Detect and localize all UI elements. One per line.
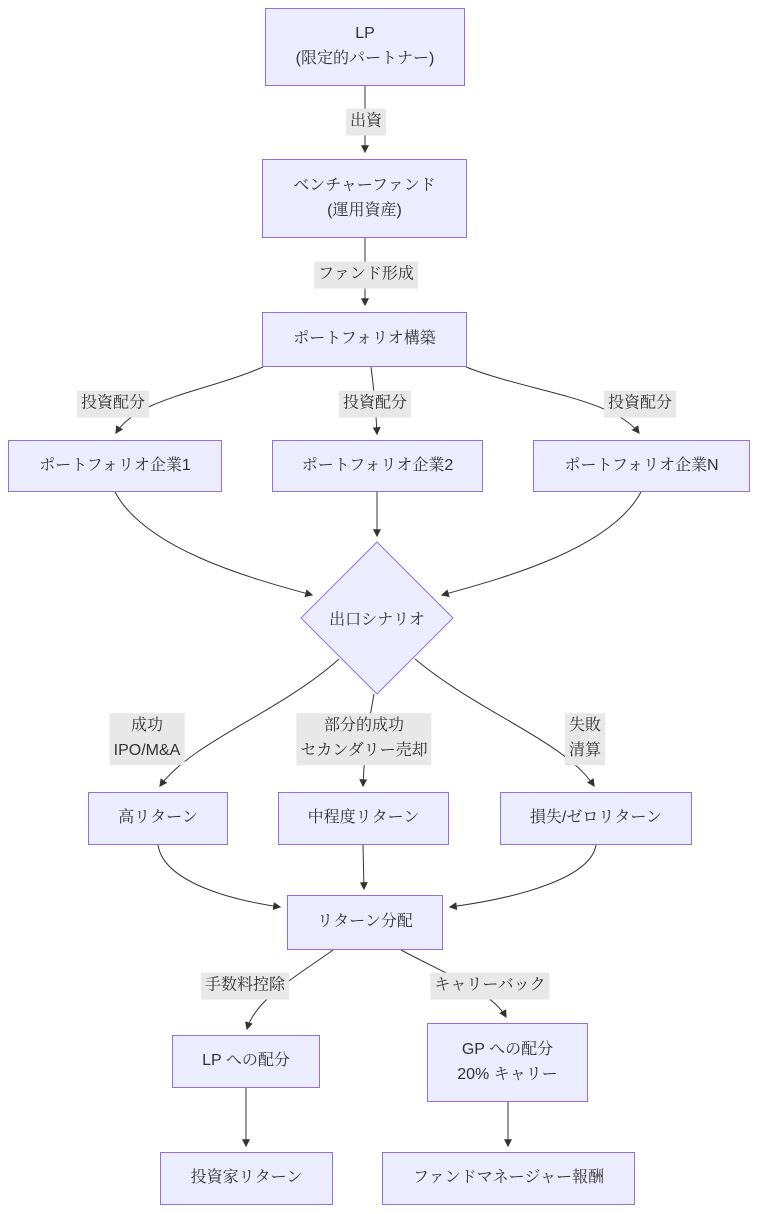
node-high-return [88,792,228,845]
node-company1 [8,440,222,492]
edge-label-failure [565,713,605,765]
node-mid-return [278,792,449,845]
edge-label-text: 手数料控除 [204,976,286,994]
node-return-distribution [287,895,443,950]
node-exit-label [329,607,425,630]
edge-label-carry [430,973,549,1000]
edge-label-partial [296,713,431,765]
node-label: LP [355,25,375,43]
node-label: LP への配分 [202,1052,290,1070]
edge-company1-exit [115,492,312,595]
edge-label-allocN [604,391,676,418]
edge-label-alloc2 [339,391,411,418]
edge-mid-return [363,845,364,889]
edge-loss-return [450,845,596,907]
edge-label-success [110,713,185,765]
node-label: ポートフォリオ企業2 [301,456,454,474]
node-label: GP への配分 [461,1040,554,1058]
edge-companyN-exit [442,492,641,595]
edge-label-text: 部分的成功 [323,717,404,735]
node-label: 中程度リターン [307,809,420,827]
node-investor-return [160,1152,333,1205]
node-label: ポートフォリオ構築 [293,330,436,348]
node-loss-return [500,792,692,845]
edge-label-text: 成功 [130,717,163,735]
edge-label-text: 投資配分 [342,394,408,412]
node-label: ポートフォリオ企業1 [39,456,191,474]
node-lp-allocation [172,1035,320,1088]
edge-label-text: IPO/M&A [113,742,181,759]
edge-label-text: 失敗 [568,717,602,735]
edge-label-text: ファンド形成 [318,265,414,283]
node-label: (運用資産) [327,201,402,219]
node-label: 高リターン [118,809,198,827]
node-portfolio [262,312,467,367]
edge-label-text: セカンダリー売却 [300,742,428,759]
node-fund-manager-compensation [382,1152,635,1205]
edge-label-text: 出資 [349,112,383,130]
node-lp [265,8,465,86]
edge-label-alloc1 [77,391,149,418]
node-label: 投資家リターン [190,1169,303,1187]
edge-label-contribution [346,109,386,136]
node-label: 出口シナリオ [329,611,425,629]
node-label: リターン分配 [317,913,413,931]
edge-high-return [158,845,280,907]
edge-label-formation [314,262,418,289]
node-companyN [533,440,750,492]
edge-label-text: 清算 [568,742,602,759]
node-company2 [272,440,483,492]
node-fund [262,159,467,238]
node-gp-allocation [427,1023,588,1102]
node-label: ベンチャーファンド [293,176,436,194]
edge-label-text: 投資配分 [80,394,146,412]
edge-label-text: キャリーバック [434,976,546,994]
edge-label-fee [201,973,289,1000]
node-label: 20% キャリー [457,1065,558,1083]
node-label: 損失/ゼロリターン [529,809,663,827]
node-label: ポートフォリオ企業N [564,456,719,474]
node-label: (限定的パートナー) [295,50,435,67]
node-label: ファンドマネージャー報酬 [412,1169,605,1187]
edge-label-text: 投資配分 [607,394,673,412]
